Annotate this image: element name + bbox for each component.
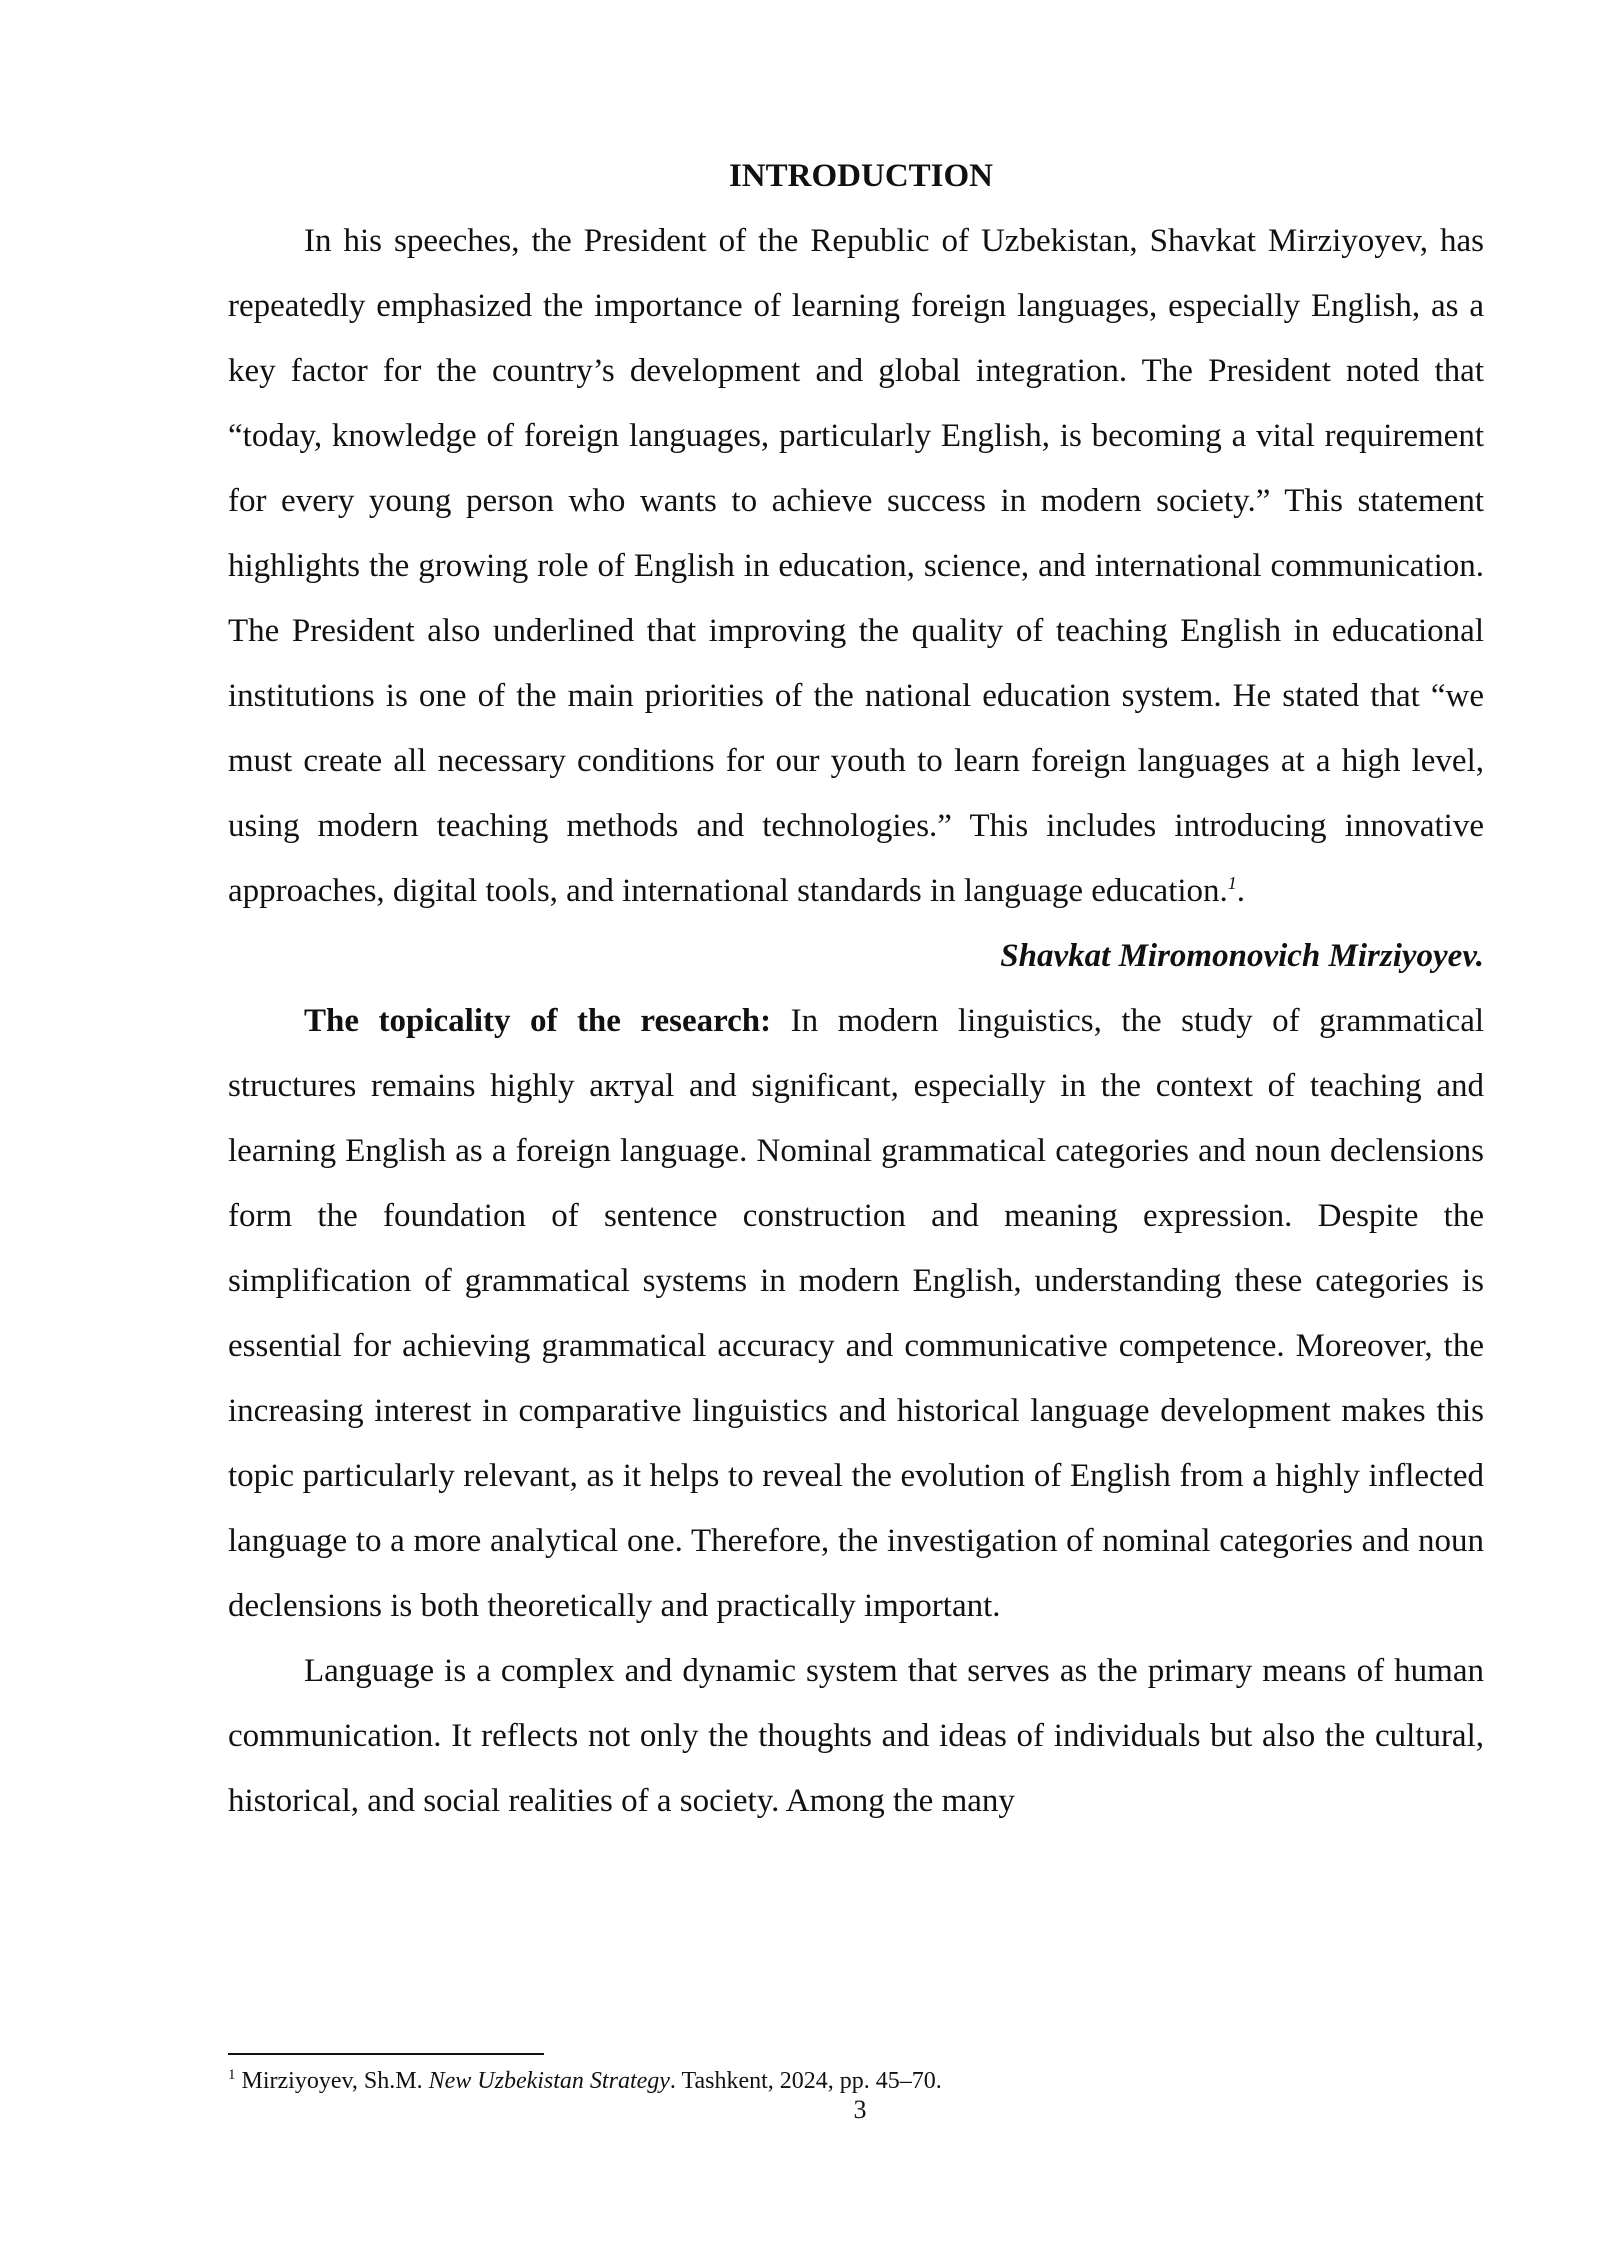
topicality-text: In modern linguistics, the study of grammatical structures remains highly актyal and significant, especially in the context of teaching and learning English as a foreign language. Nominal grammatical categories and noun declensions form the foundation of sentence construction and meaning expression. Despite the simplification of grammatical systems in modern English, understanding these categories is essential for achieving grammatical accuracy and communicative competence. Moreover, the increasing interest in comparative linguistics and historical language development makes this topic particularly relevant, as it helps to reveal the evolution of English from a highly inflected language to a more analytical one. Therefore, the investigation of nominal categories and noun declensions is both theoretically and practically important. — [228, 1003, 1485, 1624]
language-paragraph: Language is a complex and dynamic system that serves as the primary means of human communication. It reflects not only the thoughts and ideas of individuals but also the cultural, historical, and social realities of a society. Among the many — [228, 1653, 1484, 1819]
footnote-author: Mirziyoyev, Sh.M. — [235, 2068, 429, 2094]
footnote-number: 1 — [228, 2067, 236, 2083]
footnote-title: New Uzbekistan Strategy — [428, 2068, 670, 2094]
footnote-reference: 1 — [1227, 873, 1237, 893]
topicality-paragraph — [228, 989, 1484, 1639]
section-heading: INTRODUCTION — [728, 158, 994, 194]
document-page — [228, 150, 1484, 1834]
footnote-rest: . Tashkent, 2024, pp. 45–70. — [669, 2068, 942, 2094]
footnote-separator — [228, 2053, 544, 2055]
footnote — [228, 2066, 942, 2096]
intro-paragraph-end: . — [1236, 873, 1246, 909]
author-signature: Shavkat Miromonovich Mirziyoyev. — [1000, 938, 1484, 974]
page-number: 3 — [853, 2095, 867, 2124]
intro-paragraph-text: In his speeches, the President of the Republic of Uzbekistan, Shavkat Mirziyoyev, has repeatedly emphasized the importance of learning foreign languages, especially English, as a key factor for the country’s development and global integration. The President noted that “today, knowledge of foreign languages, particularly English, is becoming a vital requirement for every young person who wants to achieve success in modern society.” This statement highlights the growing role of English in education, science, and international communication. The President also underlined that improving the quality of teaching English in educational institutions is one of the main priorities of the national education system. He stated that “we must create all necessary conditions for our youth to learn foreign languages at a high level, using modern teaching methods and technologies.” This includes introducing innovative approaches, digital tools, and international standards in language education. — [228, 223, 1484, 909]
topicality-label: The topicality of the research: — [304, 1003, 772, 1039]
intro-paragraph — [228, 209, 1484, 924]
